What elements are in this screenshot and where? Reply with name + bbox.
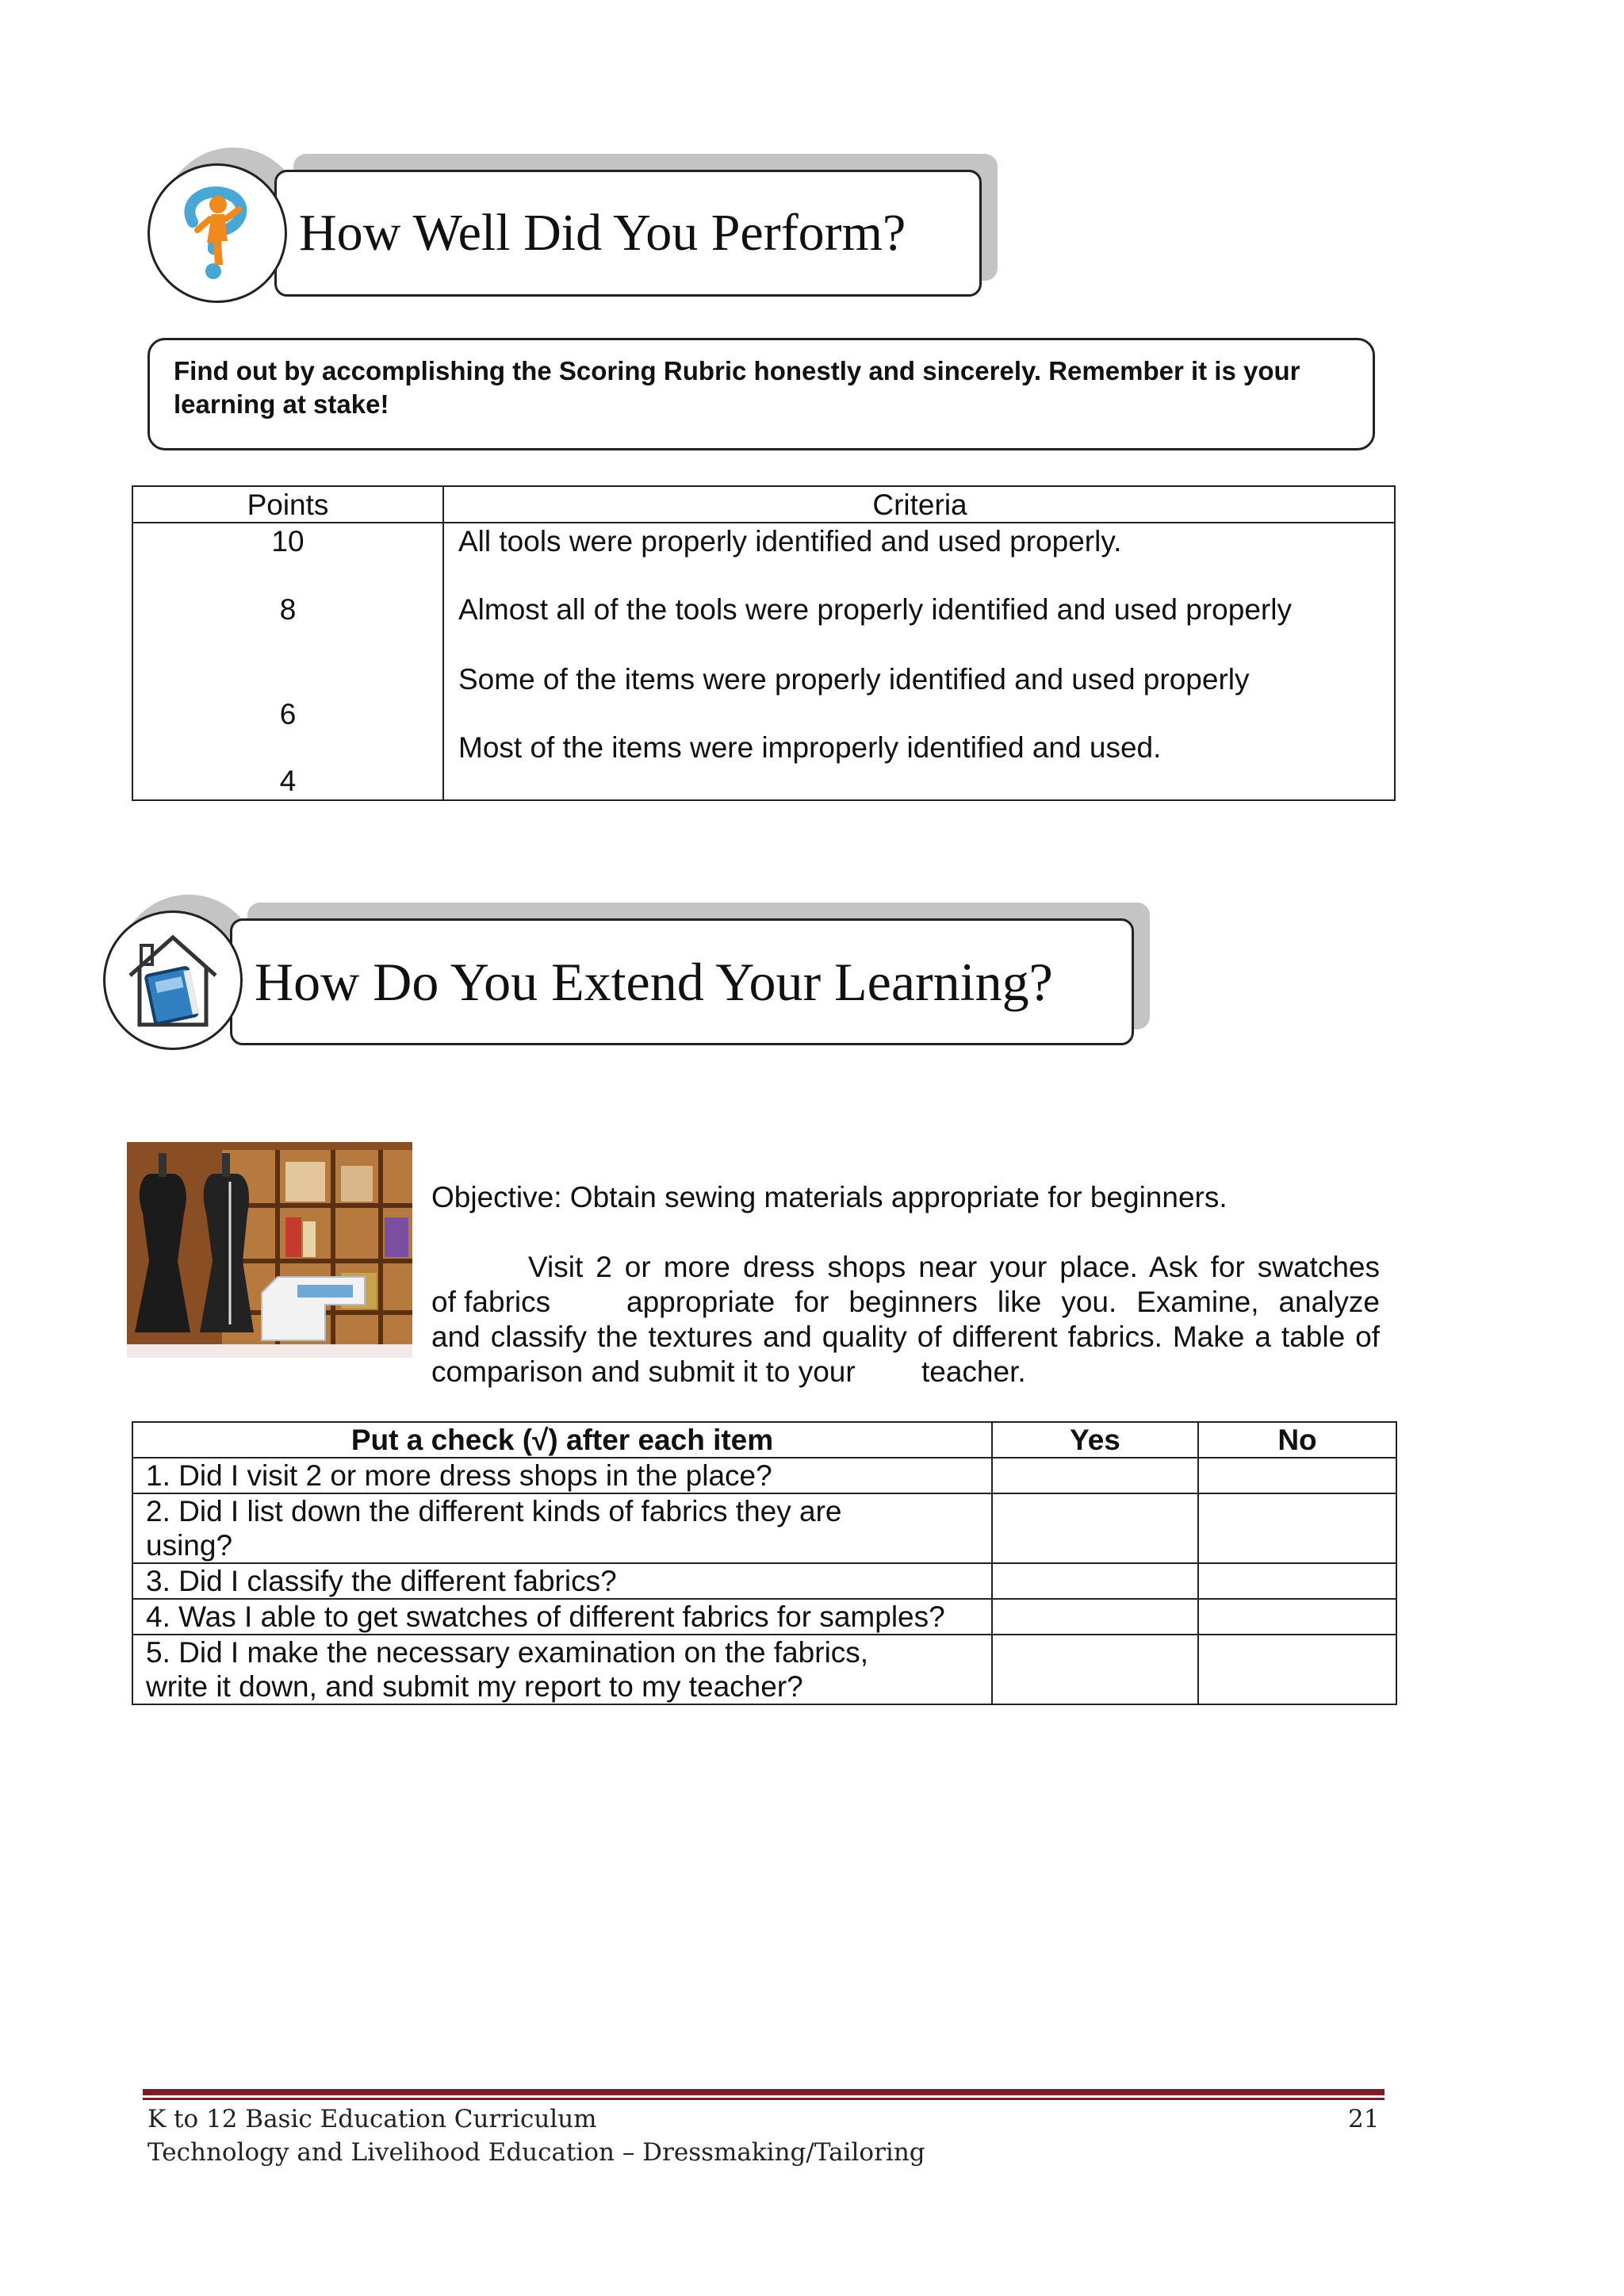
no-cell[interactable] <box>1198 1563 1396 1599</box>
criteria-text: Most of the items were improperly identified and used. <box>458 731 1162 764</box>
book-house-icon <box>103 910 243 1050</box>
criteria-text: Almost all of the tools were properly identified and used properly <box>458 593 1292 626</box>
table-row <box>132 1563 1396 1599</box>
checklist-item: 1. Did I visit 2 or more dress shops in the place? <box>132 1458 992 1493</box>
points-header: Points <box>247 489 329 521</box>
no-column-header: No <box>1198 1422 1396 1458</box>
footer-rule <box>143 2098 1385 2100</box>
instruction-text: Find out by accomplishing the Scoring Rubric honestly and sincerely. Remember it is your learning at stake! <box>174 356 1300 419</box>
yes-cell[interactable] <box>992 1493 1198 1563</box>
footer-rule <box>143 2089 1385 2095</box>
criteria-text: Some of the items were properly identified and used properly <box>458 663 1250 696</box>
scoring-rubric-table <box>132 485 1396 801</box>
task-line: appropriate for beginners like you. Examine, analyze <box>626 1286 1380 1318</box>
question-person-icon <box>147 163 287 303</box>
section-title: How Do You Extend Your Learning? <box>255 951 1053 1012</box>
points-value: 4 <box>279 765 297 797</box>
checklist-item: 3. Did I classify the different fabrics? <box>132 1563 992 1599</box>
page-number: 21 <box>1348 2105 1380 2133</box>
objective-text: Objective: Obtain sewing materials appropriate for beginners. <box>431 1181 1228 1213</box>
table-row <box>132 1458 1396 1493</box>
checklist-item: 5. Did I make the necessary examination on the fabrics, write it down, and submit my report to my teacher? <box>132 1635 992 1704</box>
table-row <box>132 1635 1396 1704</box>
section-title: How Well Did You Perform? <box>299 204 906 262</box>
no-cell[interactable] <box>1198 1493 1396 1563</box>
item-column-header: Put a check (√) after each item <box>132 1422 992 1458</box>
yes-cell[interactable] <box>992 1458 1198 1493</box>
table-row <box>132 1599 1396 1635</box>
table-header-row <box>132 1422 1396 1458</box>
section-title-box <box>274 170 982 297</box>
points-value: 8 <box>279 593 297 626</box>
yes-column-header: Yes <box>992 1422 1198 1458</box>
no-cell[interactable] <box>1198 1599 1396 1635</box>
no-cell[interactable] <box>1198 1458 1396 1493</box>
self-check-table <box>132 1421 1397 1705</box>
checklist-item: 2. Did I list down the different kinds of fabrics they are using? <box>132 1493 992 1563</box>
yes-cell[interactable] <box>992 1635 1198 1704</box>
table-row <box>132 1493 1396 1563</box>
task-line: teacher. <box>921 1355 1026 1388</box>
task-line: comparison and submit it to your <box>431 1355 856 1388</box>
criteria-text: All tools were properly identified and used properly. <box>458 525 1122 558</box>
task-line: Visit 2 or more dress shops near your place. Ask for swatches <box>528 1251 1380 1283</box>
task-line: of fabrics <box>431 1286 551 1318</box>
sewing-shop-photo <box>127 1142 412 1358</box>
criteria-header: Criteria <box>872 489 967 521</box>
no-cell[interactable] <box>1198 1635 1396 1704</box>
task-line: and classify the textures and quality of different fabrics. Make a table of <box>431 1320 1380 1353</box>
footer-subject: Technology and Livelihood Education – Dressmaking/Tailoring <box>147 2138 925 2167</box>
points-value: 6 <box>279 698 297 730</box>
instruction-box <box>147 338 1375 450</box>
yes-cell[interactable] <box>992 1563 1198 1599</box>
checklist-item: 4. Was I able to get swatches of different fabrics for samples? <box>132 1599 992 1635</box>
footer-curriculum: K to 12 Basic Education Curriculum <box>147 2105 597 2133</box>
points-value: 10 <box>271 525 304 558</box>
yes-cell[interactable] <box>992 1599 1198 1635</box>
section-title-box <box>230 918 1134 1045</box>
